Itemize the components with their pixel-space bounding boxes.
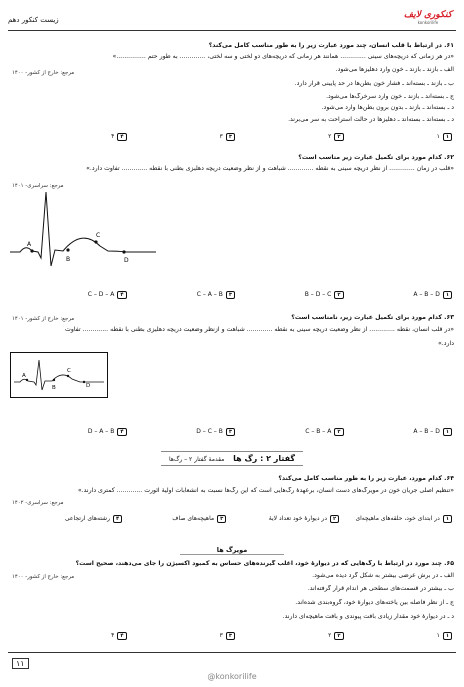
q63-option-1[interactable]: ۱A – B – D bbox=[344, 428, 453, 436]
q62-label-b: B bbox=[66, 256, 71, 263]
section-subtitle: مقدمهٔ گفتار ۲ – رگ‌ها bbox=[168, 456, 225, 463]
q62-options bbox=[18, 291, 452, 301]
q63-statement: «در قلب انسان، نقطه ............. از نظر وضعیت دریچه سینی به نقطه ............. شباهت و ازنظر وضعیت دریچه دهلیزی بطنی با نقطه ............. تفاوت bbox=[65, 326, 454, 333]
q62-label-d: D bbox=[124, 257, 129, 264]
q62-label-a: A bbox=[27, 241, 32, 248]
q65-item-c: ج ـ از نظر فاصله بین یاخته‌های دیوارهٔ خود، گروه‌بندی شده‌اند. bbox=[295, 599, 454, 606]
q62-source: مرجع: سراسری- ۱۴۰۱ bbox=[12, 183, 64, 189]
watermark: @konkorilife bbox=[207, 672, 257, 681]
q63-statement-cont: دارد.» bbox=[438, 340, 454, 347]
q61-option-1[interactable]: ۱۱ bbox=[344, 133, 453, 141]
q64-option-3[interactable]: ۳ماهیچه‌های صاف bbox=[118, 515, 227, 523]
q61-option-2[interactable]: ۲۲ bbox=[235, 133, 344, 141]
q61-item-b: ب ـ بازند ـ بسته‌اند ـ فشار خون بطن‌ها در حد پایینی قرار دارد. bbox=[294, 80, 454, 87]
q65-item-a: الف ـ در برش عرضی بیشتر به شکل گرد دیده می‌شود. bbox=[312, 572, 454, 579]
q62-label-c: C bbox=[96, 232, 101, 239]
q65-item-b: ب ـ بیشتر در قسمت‌های سطحی هر اندام قرار گرفته‌اند. bbox=[307, 585, 454, 592]
q64-option-2[interactable]: ۲در دیوارهٔ خود تعداد لایهٔ bbox=[231, 515, 340, 523]
q61-options bbox=[18, 133, 452, 143]
q63-label-d: D bbox=[86, 383, 91, 389]
page-footer bbox=[8, 652, 456, 668]
logo-text: کنکوری لایف bbox=[403, 10, 452, 20]
q65-item-d: د ـ در دیوارهٔ خود مقدار زیادی بافت پیوندی و بافت ماهیچه‌ای دارند. bbox=[282, 613, 454, 620]
q61-item-c: ج ـ بسته‌اند ـ بازند ـ خون وارد سرخرگ‌ها می‌شود. bbox=[326, 93, 454, 100]
section-heading bbox=[60, 446, 404, 466]
q62-option-4[interactable]: ۴C – D – A bbox=[18, 291, 127, 299]
q64-source: مرجع: سراسری- ۱۴۰۲ bbox=[12, 500, 64, 506]
q63-source: مرجع: خارج از کشور- ۱۴۰۱ bbox=[12, 316, 75, 322]
q62-option-1[interactable]: ۱A – B – D bbox=[344, 291, 453, 299]
q63-option-2[interactable]: ۲C – B – A bbox=[235, 428, 344, 436]
q61-source: مرجع: خارج از کشور- ۱۴۰۰ bbox=[12, 70, 75, 76]
q63-option-4[interactable]: ۴D – A – B bbox=[18, 428, 127, 436]
q64-option-4[interactable]: ۴رشته‌های ارتجاعی bbox=[14, 515, 123, 523]
header-title: زیست کنکور دهم bbox=[8, 16, 59, 24]
q65-option-3[interactable]: ۳۳ bbox=[127, 632, 236, 640]
q62-ecg-figure bbox=[8, 188, 158, 273]
q61-item-a: الف ـ بازند ـ بازند ـ خون وارد دهلیزها می‌شود. bbox=[335, 66, 454, 73]
q63-label-a: A bbox=[22, 373, 26, 379]
q61-item-e: د ـ بسته‌اند ـ بسته‌اند ـ دهلیزها در حالت استراحت به سر می‌برند. bbox=[288, 116, 454, 123]
q63-options bbox=[18, 428, 452, 438]
q65-option-4[interactable]: ۴۴ bbox=[18, 632, 127, 640]
page-header bbox=[8, 8, 456, 31]
q62-stem: ۶۲. کدام مورد برای تکمیل عبارت زیر مناسب است؟ bbox=[298, 154, 454, 161]
q61-option-3[interactable]: ۳۳ bbox=[127, 133, 236, 141]
q64-stem: ۶۴. کدام مورد، عبارت زیر را به طور مناسب کامل می‌کند؟ bbox=[278, 475, 454, 482]
q62-option-2[interactable]: ۲B – D – C bbox=[235, 291, 344, 299]
q61-statement: «در هر زمانی که دریچه‌های سینی ............. همانند هر زمانی که دریچه‌های دو لختی و سه لختی، ............. به طور حتم ...............» bbox=[112, 53, 454, 60]
q65-option-2[interactable]: ۲۲ bbox=[235, 632, 344, 640]
q63-ecg-figure bbox=[10, 352, 108, 398]
q63-label-b: B bbox=[52, 385, 56, 391]
q65-options bbox=[18, 632, 452, 642]
q63-label-c: C bbox=[67, 368, 71, 374]
logo-subtext: konkorilife bbox=[417, 20, 439, 25]
q65-option-1[interactable]: ۱۱ bbox=[344, 632, 453, 640]
q65-stem: ۶۵. چند مورد در ارتباط با رگ‌هایی که در دیوارهٔ خود، اغلب گیرنده‌های حساس به کمبود اکسیژن را جای می‌دهند، صحیح است؟ bbox=[75, 560, 454, 567]
q62-statement: «قلب در زمان ............. از نظر دریچه سینی به نقطه ............. شباهت و از نظر وضعیت دریچه دهلیزی بطنی با نقطه ............. تفاوت دارد.» bbox=[86, 165, 454, 172]
q64-option-1[interactable]: ۱در ابتدای خود، حلقه‌های ماهیچه‌ای bbox=[344, 515, 453, 523]
brand-logo bbox=[404, 10, 452, 25]
q63-option-3[interactable]: ۳D – C – B bbox=[127, 428, 236, 436]
subsection-heading: مویرگ ها bbox=[180, 546, 284, 555]
q64-options bbox=[18, 515, 452, 525]
q61-item-d: د ـ بسته‌اند ـ بازند ـ بدون برون بطن‌ها وارد می‌شود. bbox=[321, 104, 454, 111]
q65-source: مرجع: خارج از کشور- ۱۴۰۰ bbox=[12, 574, 75, 580]
q61-stem: ۶۱. در ارتباط با قلب انسان، چند مورد عبارت زیر را به طور مناسب کامل می‌کند؟ bbox=[208, 42, 454, 49]
q64-statement: «تنظیم اصلی جریان خون در مویرگ‌های دست انسان، برعهدهٔ رگ‌هایی است که این رگ‌ها نسبت به انشعابات اولیهٔ آئورت ............. کمتری دارند.» bbox=[77, 487, 454, 494]
section-title: گفتار ۲ : رگ ها bbox=[233, 454, 296, 463]
q62-option-3[interactable]: ۳C – A – B bbox=[127, 291, 236, 299]
page-number: ۱۱ bbox=[12, 658, 29, 669]
q61-option-4[interactable]: ۴۴ bbox=[18, 133, 127, 141]
q63-stem: ۶۳. کدام مورد برای تکمیل عبارت زیر، نامناسب است؟ bbox=[291, 314, 454, 321]
